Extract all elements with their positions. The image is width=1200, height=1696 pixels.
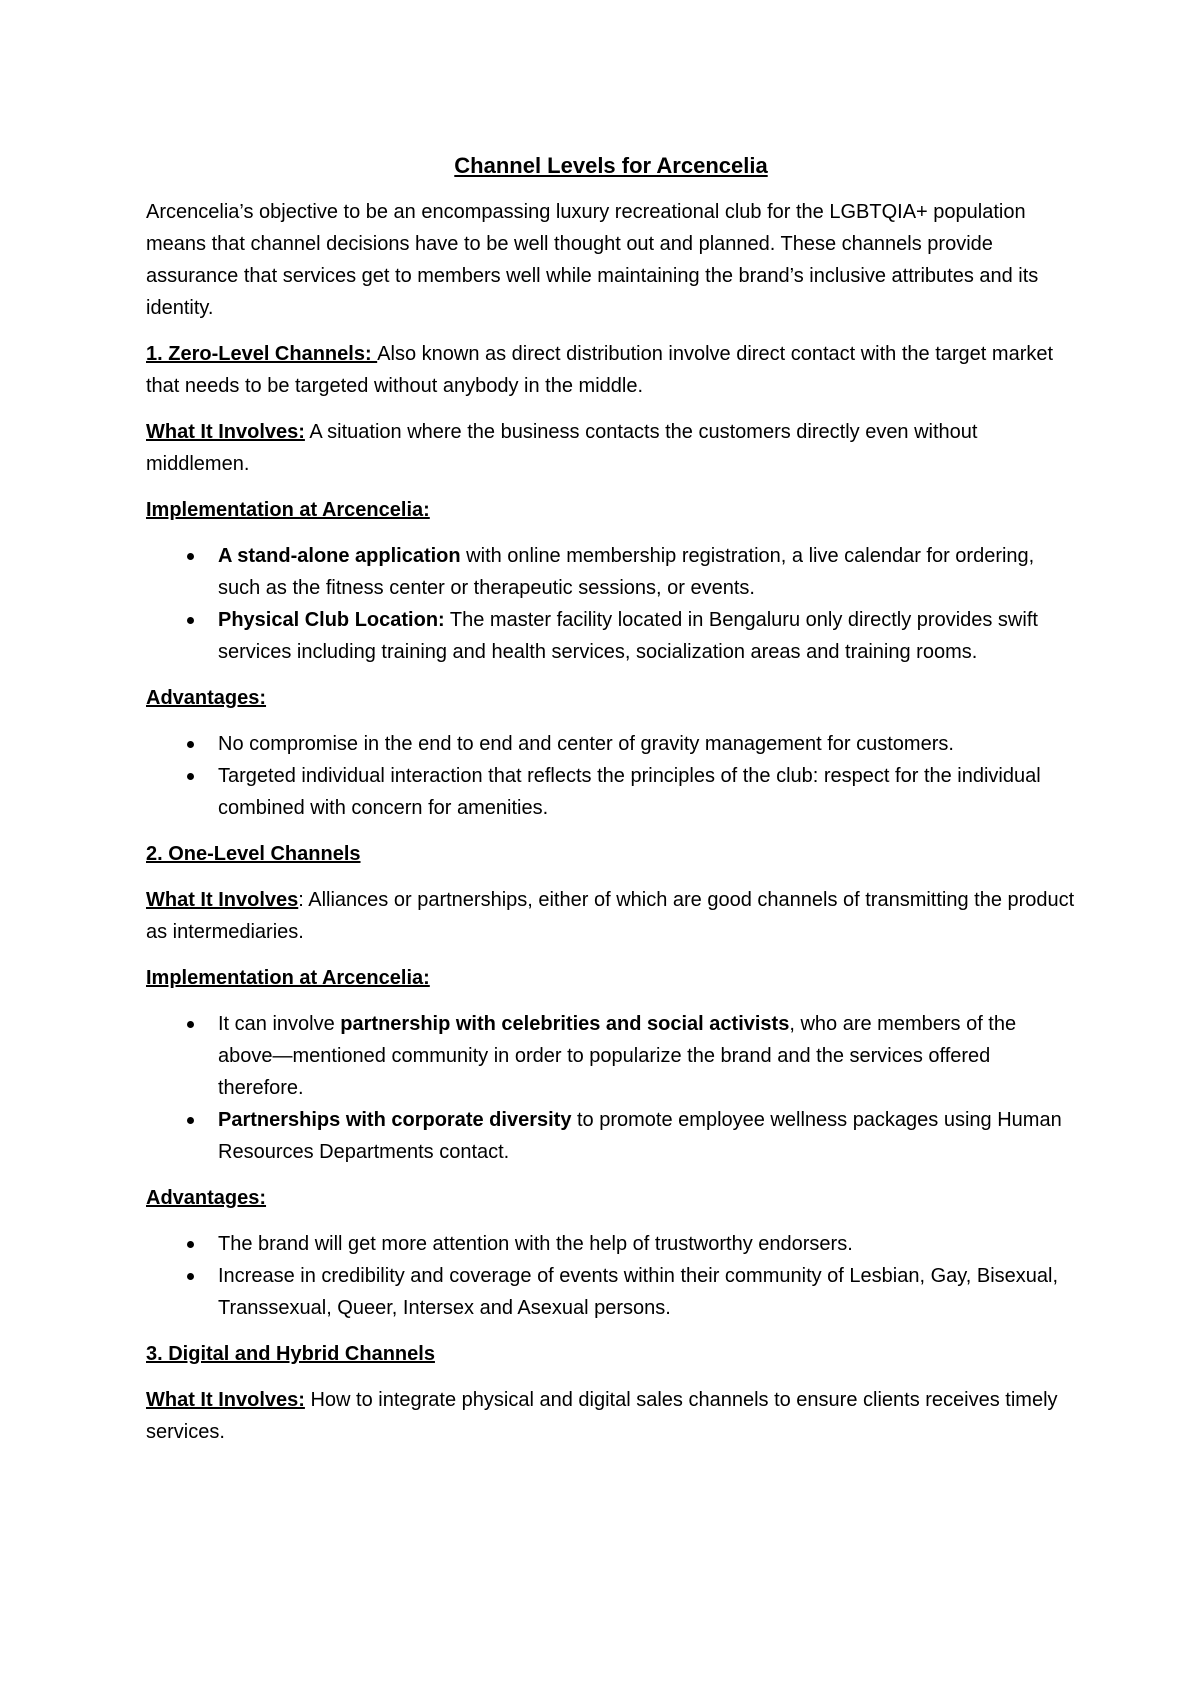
document-title: Channel Levels for Arcencelia [454,153,768,178]
list-item-pre: It can involve [218,1013,341,1035]
document-page [146,150,1076,1462]
section3-heading: 3. Digital and Hybrid Channels [146,1343,435,1365]
intro-paragraph: Arcencelia’s objective to be an encompassing luxury recreational club for the LGBTQIA+ population means that channel decisions have to be well thought out and planned. These channels provide assurance that services get to members well while maintaining the brand’s inclusive attributes and its identity. [146,201,1039,319]
section2-what-label: What It Involves [146,889,299,911]
bullet-icon [187,1117,194,1124]
list-item-bold: Physical Club Location: [218,609,445,631]
section2-what-paragraph [146,884,1076,948]
section1-paragraph [146,338,1076,402]
list-item-text: to promote employee wellness packages using Human Resources Departments contact. [218,1109,1062,1163]
section1-adv-label: Advantages: [146,687,267,709]
list-item [146,1260,1076,1324]
section3-heading-paragraph [146,1338,1076,1370]
list-item [146,540,1076,604]
section1-what-paragraph [146,416,1076,480]
bullet-icon [187,1021,194,1028]
list-item-text: , who are members of the above—mentioned community in order to popularize the brand and the services offered therefore. [218,1013,1017,1099]
section3-what-label: What It Involves: [146,1389,305,1411]
bullet-icon [187,617,194,624]
section2-adv-list [146,1228,1076,1324]
section3-what-paragraph [146,1384,1076,1448]
section1-what-text: A situation where the business contacts the customers directly even without middlemen. [146,421,978,475]
section1-impl-heading [146,494,1076,526]
list-item [146,1008,1076,1104]
section1-heading-text: Also known as direct distribution involve direct contact with the target market that needs to be targeted without anybody in the middle. [146,343,1054,397]
section1-impl-label: Implementation at Arcencelia: [146,499,430,521]
list-item [146,728,1076,760]
list-item [146,604,1076,668]
section2-heading-paragraph [146,838,1076,870]
bullet-icon [187,1241,194,1248]
section1-impl-list [146,540,1076,668]
section2-heading: 2. One-Level Channels [146,843,361,865]
section2-adv-label: Advantages: [146,1187,267,1209]
section1-heading: 1. Zero-Level Channels: [146,343,378,365]
section1-adv-list [146,728,1076,824]
section2-impl-heading [146,962,1076,994]
list-item-text: Targeted individual interaction that reflects the principles of the club: respect for the individual combined with concern for amenities. [218,765,1041,819]
list-item [146,1104,1076,1168]
list-item-text: No compromise in the end to end and center of gravity management for customers. [218,733,954,755]
section2-adv-heading [146,1182,1076,1214]
section2-what-text: : Alliances or partnerships, either of which are good channels of transmitting the product as intermediaries. [146,889,1075,943]
list-item [146,760,1076,824]
bullet-icon [187,1273,194,1280]
list-item-bold: A stand-alone application [218,545,461,567]
list-item-text: with online membership registration, a live calendar for ordering, such as the fitness center or therapeutic sessions, or events. [218,545,1035,599]
section2-impl-list [146,1008,1076,1168]
list-item-bold: partnership with celebrities and social activists [340,1013,790,1035]
list-item-bold: Partnerships with corporate diversity [218,1109,572,1131]
list-item-text: Increase in credibility and coverage of events within their community of Lesbian, Gay, Bisexual, Transsexual, Queer, Intersex and Asexual persons. [218,1265,1059,1319]
section1-adv-heading [146,682,1076,714]
bullet-icon [187,553,194,560]
list-item-text: The master facility located in Bengaluru only directly provides swift services including training and health services, socialization areas and training rooms. [218,609,1038,663]
bullet-icon [187,741,194,748]
section1-what-label: What It Involves: [146,421,305,443]
list-item-text: The brand will get more attention with the help of trustworthy endorsers. [218,1233,853,1255]
section3-what-text: How to integrate physical and digital sales channels to ensure clients receives timely services. [146,1389,1058,1443]
list-item [146,1228,1076,1260]
section2-impl-label: Implementation at Arcencelia: [146,967,430,989]
bullet-icon [187,773,194,780]
